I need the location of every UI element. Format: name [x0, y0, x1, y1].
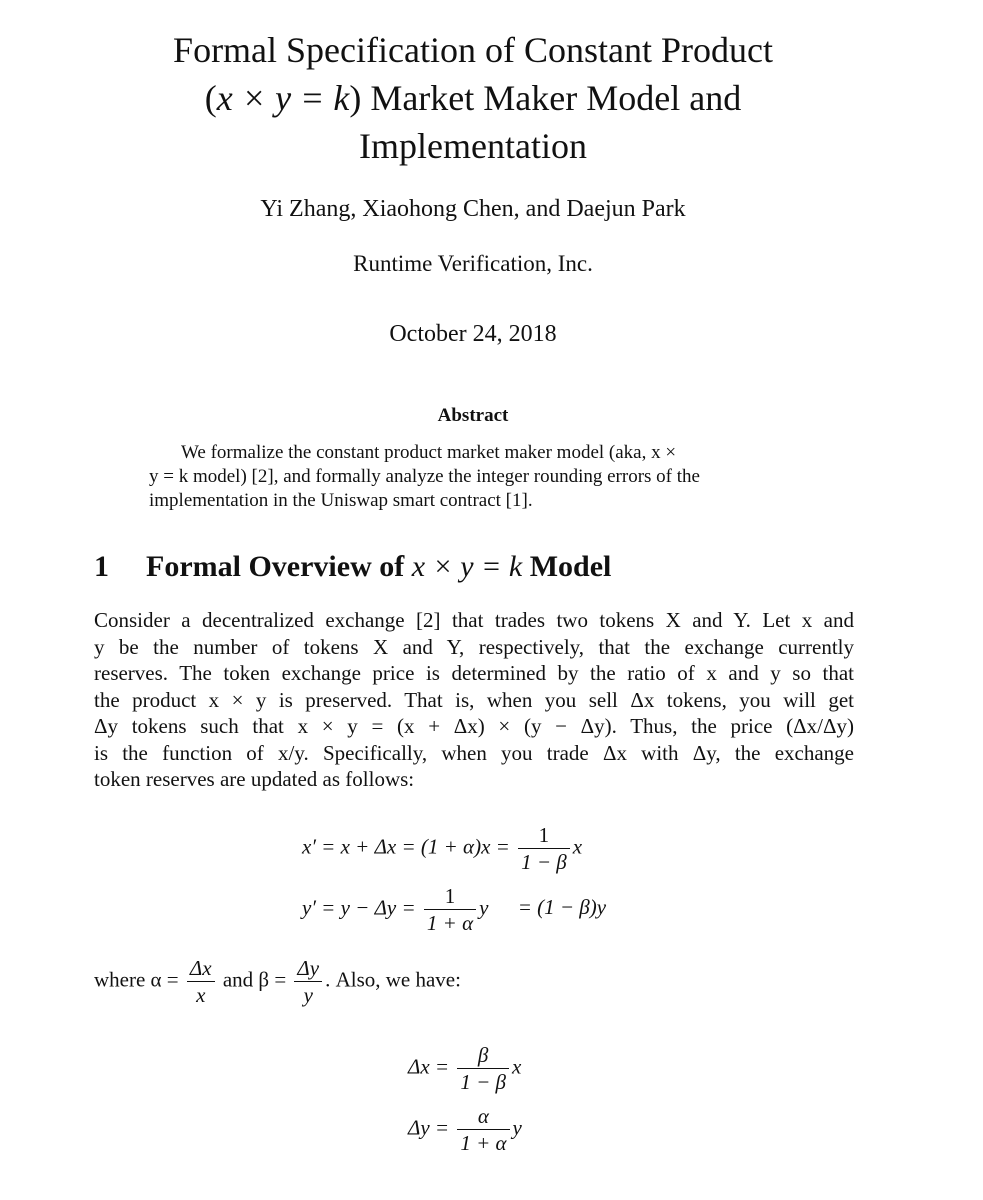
- fraction: $\frac{1}{1 + \alpha}$: [424, 883, 476, 936]
- abstract-line: implementation in the Uniswap smart contract [1].: [149, 490, 533, 511]
- paragraph-line: Δy tokens such that x × y = (x + Δx) × (y − Δy). Thus, the price (Δx/Δy): [94, 714, 854, 738]
- section-math: x × y = k: [411, 550, 523, 583]
- section-paragraph: [94, 607, 854, 793]
- paragraph-line: y be the number of tokens X and Y, respectively, that the exchange currently: [94, 634, 854, 659]
- paragraph-line: the product x × y is preserved. That is, when you sell Δx tokens, you will get: [94, 687, 854, 712]
- abstract-line: y = k model) [2], and formally analyze the integer rounding errors of the: [149, 466, 700, 487]
- equation-y-prime: y′ = y − Δy = $\frac{1}{1 + \alpha}$ y = (1 − β)y: [302, 884, 607, 935]
- equation-x-prime: x′ = x + Δx = (1 + α)x = $\frac{1}{1 - \beta}$ x: [302, 823, 583, 874]
- abstract-heading: Abstract: [437, 405, 509, 426]
- abstract-line: We formalize the constant product market maker model (aka, x ×: [181, 442, 677, 463]
- title-line-1: Formal Specification of Constant Product: [173, 30, 773, 70]
- paragraph-line: token reserves are updated as follows:: [94, 767, 415, 791]
- affiliation: Runtime Verification, Inc.: [353, 251, 593, 276]
- date: October 24, 2018: [389, 321, 557, 347]
- equation-delta-y: Δy = $\frac{\alpha}{1 + \alpha}$ y: [408, 1104, 522, 1155]
- paper-title: [120, 26, 826, 170]
- abstract-body: [149, 441, 799, 513]
- paragraph-line: reserves. The token exchange price is determined by the ratio of x and y so that: [94, 661, 854, 685]
- title-line-3: Implementation: [359, 126, 587, 166]
- section-heading: 1 Formal Overview of x × y = k Model: [94, 550, 612, 583]
- authors: Yi Zhang, Xiaohong Chen, and Daejun Park: [260, 196, 686, 222]
- fraction-alpha: $\frac{\Delta x}{x}$: [187, 955, 215, 1008]
- section-number: 1: [94, 550, 109, 583]
- fraction: $\frac{\alpha}{1 + \alpha}$: [457, 1103, 509, 1156]
- title-math: x × y = k: [216, 78, 350, 118]
- title-line-2: (x × y = k) Market Maker Model and: [204, 78, 742, 118]
- fraction: $\frac{\beta}{1 - \beta}$: [457, 1042, 509, 1095]
- fraction: $\frac{1}{1 - \beta}$: [518, 822, 570, 875]
- paragraph-line: Consider a decentralized exchange [2] that trades two tokens X and Y. Let x and: [94, 608, 854, 632]
- equation-delta-x: Δx = $\frac{\beta}{1 - \beta}$ x: [408, 1043, 522, 1094]
- where-line: where α = $\frac{\Delta x}{x}$ and β = $\frac{\Delta y}{y}$ . Also, we have:: [94, 956, 461, 1007]
- fraction-beta: $\frac{\Delta y}{y}$: [294, 955, 322, 1008]
- paragraph-line: is the function of x/y. Specifically, when you trade Δx with Δy, the exchange: [94, 740, 854, 765]
